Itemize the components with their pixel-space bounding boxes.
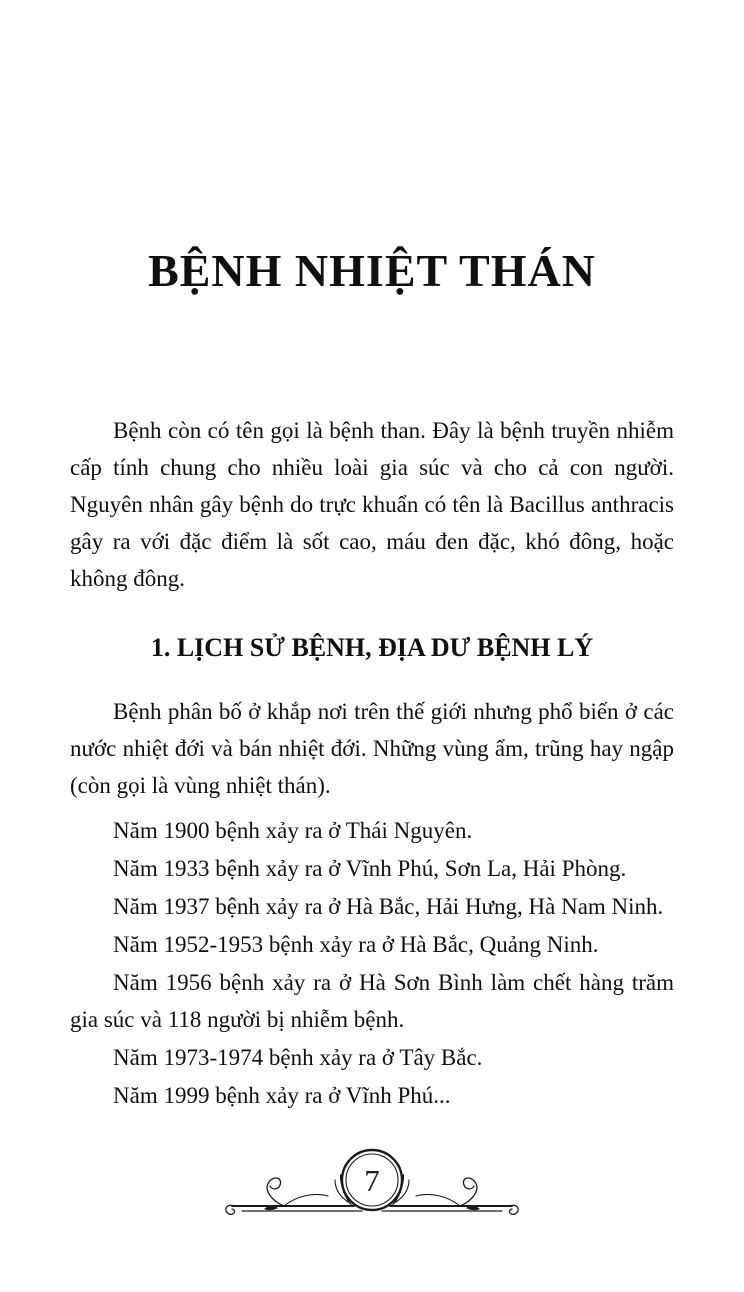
page-title: BỆNH NHIỆT THÁN [148,245,596,296]
history-entry-1973-1974: Năm 1973-1974 bệnh xảy ra ở Tây Bắc. [113,1045,483,1070]
history-entry-1933: Năm 1933 bệnh xảy ra ở Vĩnh Phú, Sơn La, Hải Phòng. [113,856,627,881]
history-entry-1900: Năm 1900 bệnh xảy ra ở Thái Nguyên. [113,818,473,843]
section-heading: 1. LỊCH SỬ BỆNH, ĐỊA DƯ BỆNH LÝ [150,633,594,662]
history-entry-1937: Năm 1937 bệnh xảy ra ở Hà Bắc, Hải Hưng, Hà Nam Ninh. [113,894,664,919]
history-entry-1952-1953: Năm 1952-1953 bệnh xảy ra ở Hà Bắc, Quảng Ninh. [113,932,599,957]
section-lead-paragraph: Bệnh phân bố ở khắp nơi trên thế giới nhưng phổ biến ở các nước nhiệt đới và bán nhiệt đới. Những vùng ẩm, trũng hay ngập (còn gọi là vùng nhiệt thán). [70,699,674,798]
flourish-divider-icon [222,1130,522,1242]
page-number: 7 [364,1163,380,1198]
page-footer [222,1130,522,1242]
intro-paragraph: Bệnh còn có tên gọi là bệnh than. Đây là bệnh truyền nhiễm cấp tính chung cho nhiều loài gia súc và cho cả con người. Nguyên nhân gây bệnh do trực khuẩn có tên là Bacillus anthracis gây ra với đặc điểm là sốt cao, máu đen đặc, khó đông, hoặc không đông. [70,418,674,591]
history-entry-1999: Năm 1999 bệnh xảy ra ở Vĩnh Phú... [113,1083,451,1108]
history-entry-1956: Năm 1956 bệnh xảy ra ở Hà Sơn Bình làm chết hàng trăm gia súc và 118 người bị nhiễm bệnh. [70,970,674,1032]
